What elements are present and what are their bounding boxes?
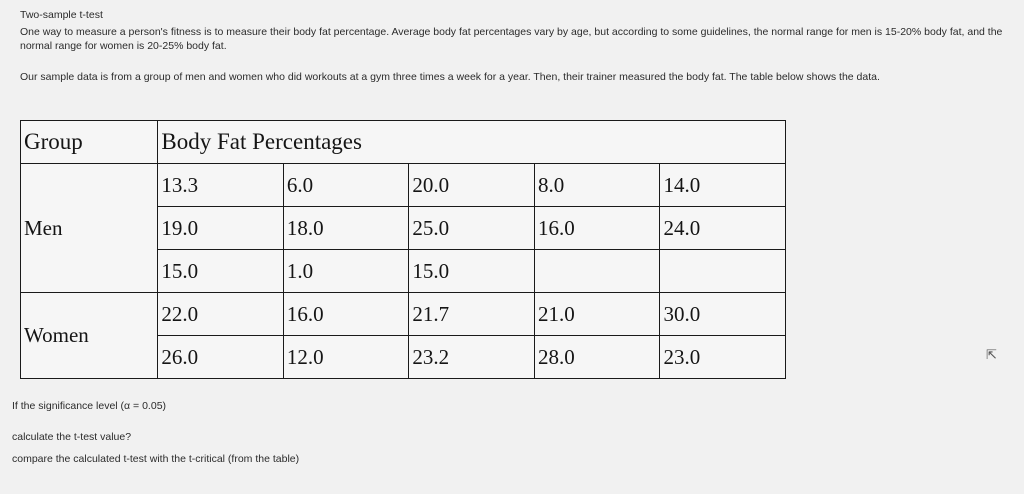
table-cell: 21.0 bbox=[534, 293, 660, 336]
table-header-row bbox=[21, 121, 786, 164]
table-cell: 14.0 bbox=[660, 164, 786, 207]
table-cell: 28.0 bbox=[534, 336, 660, 379]
table-cell: 25.0 bbox=[409, 207, 535, 250]
table-cell: 16.0 bbox=[534, 207, 660, 250]
table-row bbox=[21, 293, 786, 336]
question-calculate: calculate the t-test value? bbox=[12, 431, 132, 443]
table-cell bbox=[534, 250, 660, 293]
table-cell: 13.3 bbox=[158, 164, 284, 207]
question-significance: If the significance level (α = 0.05) bbox=[12, 400, 167, 412]
question-compare: compare the calculated t-test with the t-critical (from the table) bbox=[12, 453, 300, 465]
table-cell: 15.0 bbox=[409, 250, 535, 293]
table-cell: 24.0 bbox=[660, 207, 786, 250]
table-cell: 18.0 bbox=[283, 207, 409, 250]
table-cell: 23.2 bbox=[409, 336, 535, 379]
table-cell: 1.0 bbox=[283, 250, 409, 293]
table-row bbox=[21, 164, 786, 207]
men-label: Men bbox=[21, 164, 158, 293]
table-cell: 26.0 bbox=[158, 336, 284, 379]
table-cell: 21.7 bbox=[409, 293, 535, 336]
group-header: Group bbox=[21, 121, 158, 164]
table-cell: 12.0 bbox=[283, 336, 409, 379]
table-cell: 20.0 bbox=[409, 164, 535, 207]
intro-paragraph: One way to measure a person's fitness is to measure their body fat percentage. Average body fat percentages vary by age, but according to some guidelines, the normal range for men is 15-20% body fat, and the normal range for women is 20-25% body fat. bbox=[20, 26, 1003, 52]
table-cell: 30.0 bbox=[660, 293, 786, 336]
table-cell: 22.0 bbox=[158, 293, 284, 336]
women-label: Women bbox=[21, 293, 158, 379]
sample-paragraph: Our sample data is from a group of men and women who did workouts at a gym three times a week for a year. Then, their trainer measured the body fat. The table below shows the data. bbox=[20, 71, 880, 83]
table-cell: 23.0 bbox=[660, 336, 786, 379]
table-cell: 8.0 bbox=[534, 164, 660, 207]
table-cell: 6.0 bbox=[283, 164, 409, 207]
table-cell: 15.0 bbox=[158, 250, 284, 293]
table-cell bbox=[660, 250, 786, 293]
body-fat-table bbox=[20, 120, 786, 379]
page-title: Two-sample t-test bbox=[20, 9, 103, 21]
table-cell: 19.0 bbox=[158, 207, 284, 250]
table-cell: 16.0 bbox=[283, 293, 409, 336]
values-header: Body Fat Percentages bbox=[158, 121, 786, 164]
cursor-arrow-icon: ⇱ bbox=[986, 347, 997, 362]
